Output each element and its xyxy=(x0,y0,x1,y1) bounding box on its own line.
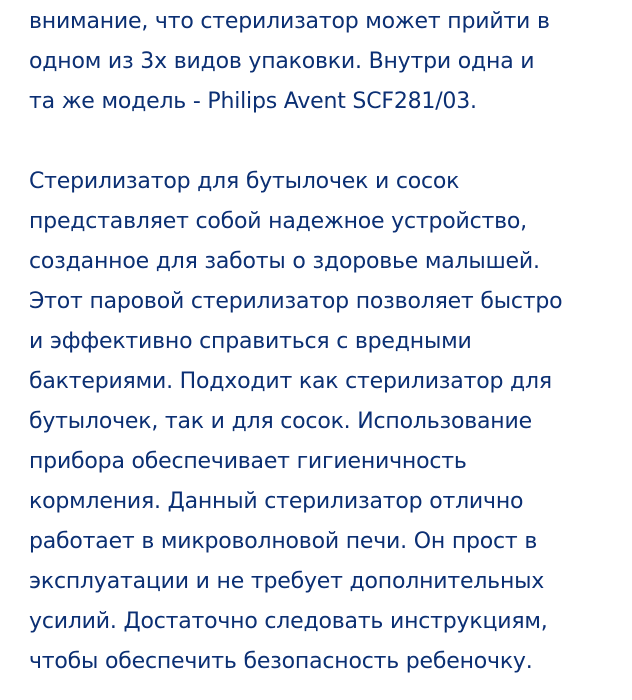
text-line: бактериями. Подходит как стерилизатор для xyxy=(29,369,552,394)
text-line: бутылочек, так и для сосок. Использование xyxy=(29,409,532,434)
text-line: Стерилизатор для бутылочек и сосок xyxy=(29,169,460,194)
text-line: работает в микроволновой печи. Он прост в xyxy=(29,529,538,554)
text-line: та же модель - Philips Avent SCF281/03. xyxy=(29,89,477,114)
text-line: внимание, что стерилизатор может прийти в xyxy=(29,9,550,34)
text-line: кормления. Данный стерилизатор отлично xyxy=(29,489,524,514)
text-line: чтобы обеспечить безопасность ребеночку. xyxy=(29,649,533,674)
text-line: одном из 3х видов упаковки. Внутри одна и xyxy=(29,49,535,74)
description-paragraph xyxy=(29,162,614,682)
text-line: усилий. Достаточно следовать инструкциям, xyxy=(29,609,548,634)
article-text xyxy=(29,2,614,682)
text-line: прибора обеспечивает гигиеничность xyxy=(29,449,467,474)
text-line: созданное для заботы о здоровье малышей. xyxy=(29,249,540,274)
text-line: эксплуатации и не требует дополнительных xyxy=(29,569,545,594)
paragraph-spacer xyxy=(29,122,614,162)
text-line: и эффективно справиться с вредными xyxy=(29,329,472,354)
packaging-paragraph xyxy=(29,2,614,122)
text-line: представляет собой надежное устройство, xyxy=(29,209,527,234)
text-line: Этот паровой стерилизатор позволяет быстро xyxy=(29,289,563,314)
